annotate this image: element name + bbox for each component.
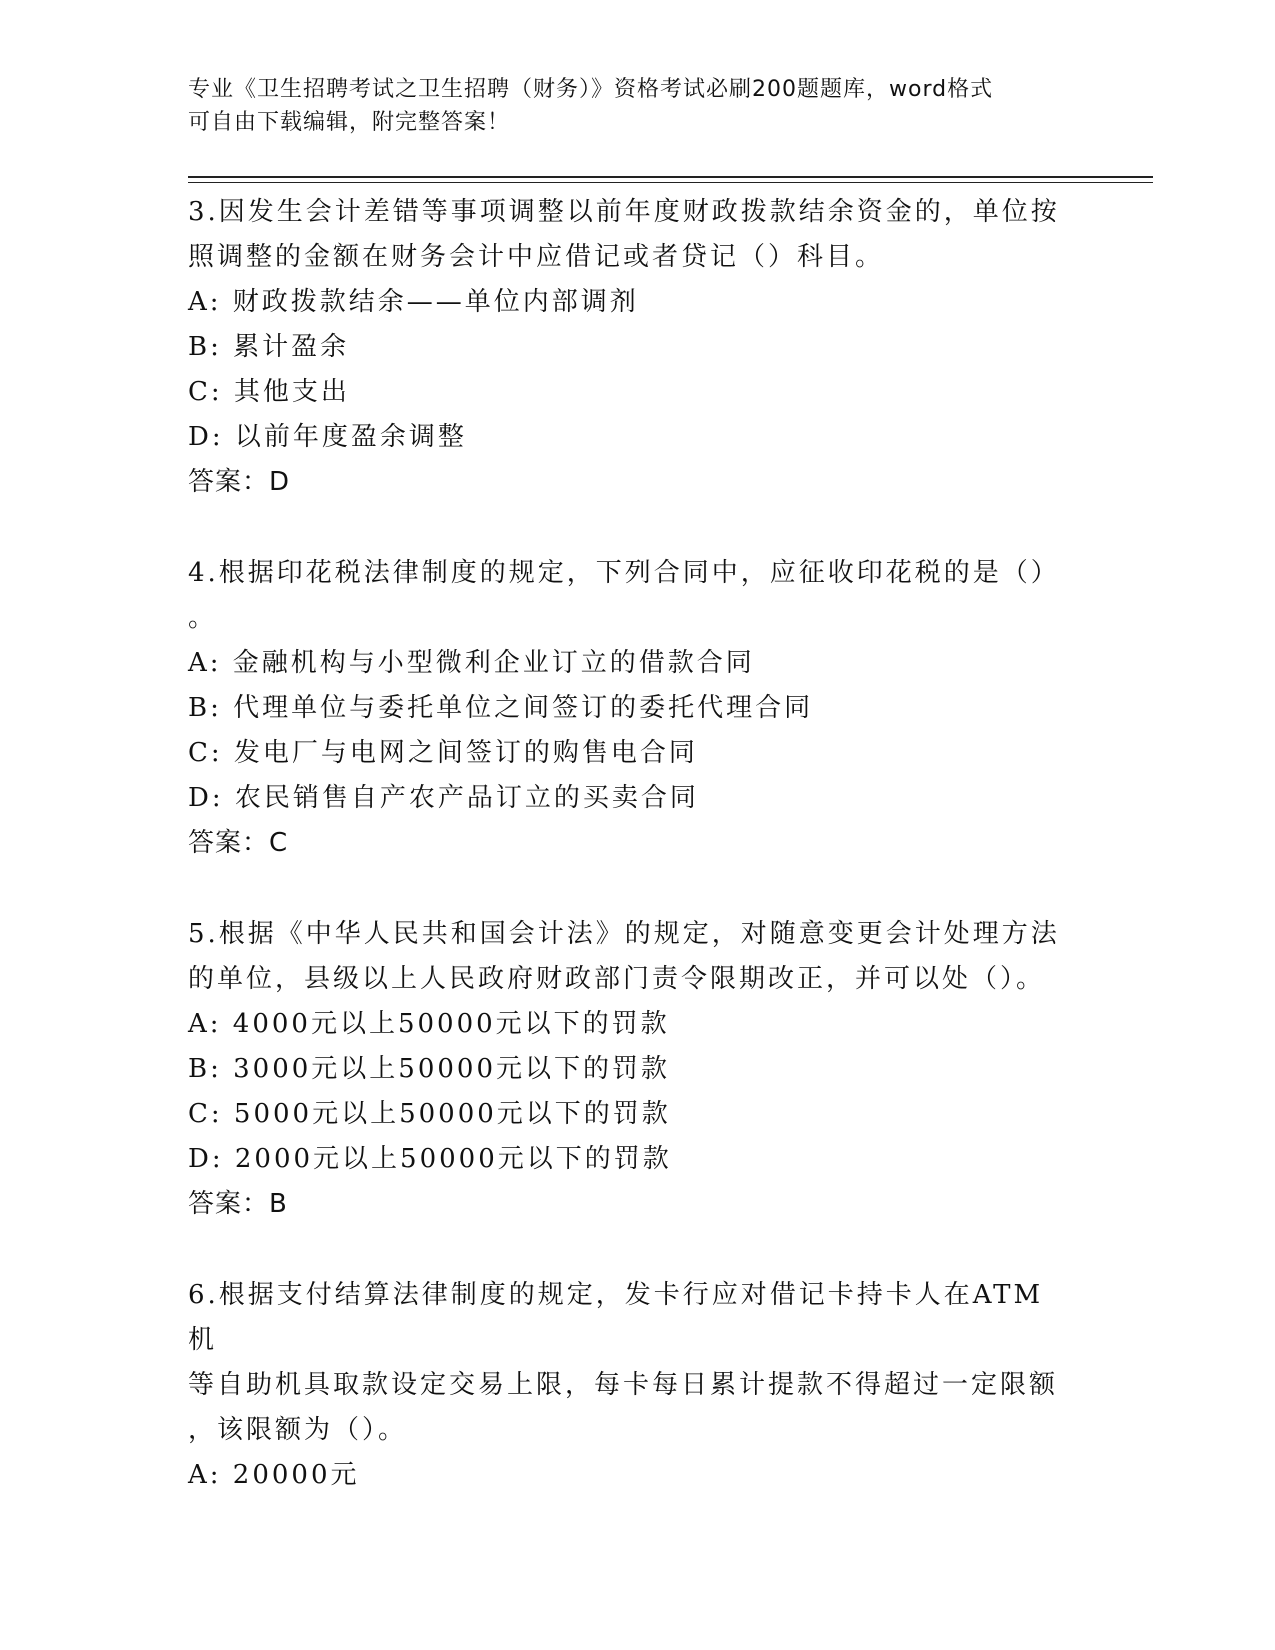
stem-line: ，该限额为（）。 [188,1415,408,1445]
stem-line: 6.根据支付结算法律制度的规定，发卡行应对借记卡持卡人在ATM机 [188,1280,1044,1355]
option-d: D: 2000元以上50000元以下的罚款 [188,1144,672,1174]
stem-line: 等自助机具取款设定交易上限，每卡每日累计提款不得超过一定限额 [188,1370,1059,1400]
question-stem [188,551,1068,641]
question-item [188,1273,1068,1498]
answer-line: 答案：C [188,828,289,858]
question-item [188,912,1068,1227]
header-line-2: 可自由下载编辑，附完整答案！ [188,110,511,135]
option-c: C: 其他支出 [188,377,350,407]
stem-line: 3.因发生会计差错等事项调整以前年度财政拨款结余资金的，单位按 [188,197,1060,227]
question-stem [188,912,1068,1002]
document-header [188,73,1068,139]
question-list [188,190,1068,1522]
option-b: B: 累计盈余 [188,332,350,362]
option-b: B: 3000元以上50000元以下的罚款 [188,1054,671,1084]
header-divider-thin [188,182,1153,183]
stem-line: 照调整的金额在财务会计中应借记或者贷记（）科目。 [188,242,885,272]
option-c: C: 发电厂与电网之间签订的购售电合同 [188,738,698,768]
question-item [188,551,1068,866]
header-line-1: 专业《卫生招聘考试之卫生招聘（财务）》资格考试必刷200题题库，word格式 [188,77,994,102]
stem-line: 的单位，县级以上人民政府财政部门责令限期改正，并可以处（）。 [188,964,1046,994]
option-a: A: 4000元以上50000元以下的罚款 [188,1009,670,1039]
stem-line: 4.根据印花税法律制度的规定，下列合同中，应征收印花税的是（） [188,558,1060,588]
header-divider-thick [188,176,1153,178]
option-a: A: 财政拨款结余——单位内部调剂 [188,287,639,317]
answer-line: 答案：B [188,1189,288,1219]
question-stem [188,1273,1068,1453]
stem-line: 5.根据《中华人民共和国会计法》的规定，对随意变更会计处理方法 [188,919,1060,949]
answer-line: 答案：D [188,467,291,497]
stem-line: 。 [188,603,218,633]
option-b: B: 代理单位与委托单位之间签订的委托代理合同 [188,693,814,723]
option-d: D: 以前年度盈余调整 [188,422,467,452]
question-item [188,190,1068,505]
option-a: A: 金融机构与小型微利企业订立的借款合同 [188,648,755,678]
option-c: C: 5000元以上50000元以下的罚款 [188,1099,671,1129]
option-d: D: 农民销售自产农产品订立的买卖合同 [188,783,699,813]
option-a: A: 20000元 [188,1460,360,1490]
question-stem [188,190,1068,280]
